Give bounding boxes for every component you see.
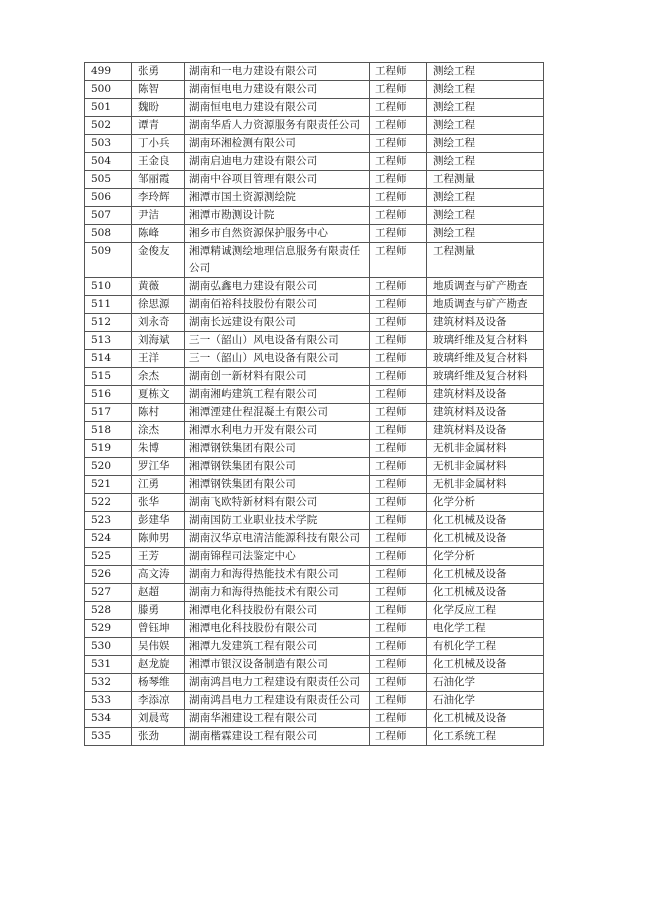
- professional-title: 工程师: [370, 512, 427, 530]
- specialty-major: 化学反应工程: [427, 602, 544, 620]
- employer-unit: 三一（韶山）风电设备有限公司: [185, 332, 370, 350]
- row-number: 525: [85, 548, 132, 566]
- professional-title: 工程师: [370, 207, 427, 225]
- table-row: [85, 243, 544, 278]
- row-number: 503: [85, 135, 132, 153]
- employer-unit: 湖南力和海得热能技术有限公司: [185, 566, 370, 584]
- row-number: 507: [85, 207, 132, 225]
- person-name: 陈智: [132, 81, 185, 99]
- specialty-major: 建筑材料及设备: [427, 422, 544, 440]
- table-row: [85, 728, 544, 746]
- specialty-major: 建筑材料及设备: [427, 404, 544, 422]
- table-row: [85, 620, 544, 638]
- professional-title: 工程师: [370, 278, 427, 296]
- specialty-major: 玻璃纤维及复合材料: [427, 368, 544, 386]
- row-number: 501: [85, 99, 132, 117]
- row-number: 530: [85, 638, 132, 656]
- row-number: 514: [85, 350, 132, 368]
- table-row: [85, 512, 544, 530]
- employer-unit: 湖南鸿昌电力工程建设有限责任公司: [185, 692, 370, 710]
- person-name: 张华: [132, 494, 185, 512]
- professional-title: 工程师: [370, 548, 427, 566]
- specialty-major: 化工机械及设备: [427, 584, 544, 602]
- person-name: 江勇: [132, 476, 185, 494]
- person-name: 李玲辉: [132, 189, 185, 207]
- person-name: 朱博: [132, 440, 185, 458]
- employer-unit: 湖南恒电电力建设有限公司: [185, 81, 370, 99]
- professional-title: 工程师: [370, 476, 427, 494]
- row-number: 524: [85, 530, 132, 548]
- professional-title: 工程师: [370, 153, 427, 171]
- employer-unit: 湘潭钢铁集团有限公司: [185, 458, 370, 476]
- row-number: 502: [85, 117, 132, 135]
- employer-unit: 湖南锦程司法鉴定中心: [185, 548, 370, 566]
- table-row: [85, 135, 544, 153]
- person-name: 丁小兵: [132, 135, 185, 153]
- person-name: 刘永奇: [132, 314, 185, 332]
- specialty-major: 测绘工程: [427, 135, 544, 153]
- person-name: 谭青: [132, 117, 185, 135]
- professional-title: 工程师: [370, 296, 427, 314]
- specialty-major: 玻璃纤维及复合材料: [427, 350, 544, 368]
- person-name: 刘晨莺: [132, 710, 185, 728]
- table-row: [85, 368, 544, 386]
- specialty-major: 工程测量: [427, 243, 544, 278]
- person-name: 彭建华: [132, 512, 185, 530]
- employer-unit: 湘潭钢铁集团有限公司: [185, 476, 370, 494]
- person-name: 滕勇: [132, 602, 185, 620]
- professional-title: 工程师: [370, 314, 427, 332]
- table-row: [85, 494, 544, 512]
- specialty-major: 石油化学: [427, 674, 544, 692]
- employer-unit: 三一（韶山）风电设备有限公司: [185, 350, 370, 368]
- employer-unit: 湖南创一新材料有限公司: [185, 368, 370, 386]
- row-number: 500: [85, 81, 132, 99]
- row-number: 535: [85, 728, 132, 746]
- employer-unit: 湘潭市银汉设备制造有限公司: [185, 656, 370, 674]
- professional-title: 工程师: [370, 332, 427, 350]
- person-name: 吴伟娱: [132, 638, 185, 656]
- specialty-major: 测绘工程: [427, 99, 544, 117]
- row-number: 510: [85, 278, 132, 296]
- person-name: 徐思源: [132, 296, 185, 314]
- professional-title: 工程师: [370, 243, 427, 278]
- professional-title: 工程师: [370, 225, 427, 243]
- employer-unit: 湘潭九发建筑工程有限公司: [185, 638, 370, 656]
- row-number: 504: [85, 153, 132, 171]
- professional-title: 工程师: [370, 728, 427, 746]
- employer-unit: 湘潭湮建仕程混凝土有限公司: [185, 404, 370, 422]
- row-number: 528: [85, 602, 132, 620]
- professional-title: 工程师: [370, 710, 427, 728]
- employer-unit: 湘潭水利电力开发有限公司: [185, 422, 370, 440]
- person-name: 李添凉: [132, 692, 185, 710]
- professional-title: 工程师: [370, 674, 427, 692]
- employer-unit: 湖南楷霖建设工程有限公司: [185, 728, 370, 746]
- employer-unit: 湖南长远建设有限公司: [185, 314, 370, 332]
- person-name: 刘海斌: [132, 332, 185, 350]
- table-row: [85, 404, 544, 422]
- table-row: [85, 674, 544, 692]
- specialty-major: 测绘工程: [427, 207, 544, 225]
- person-name: 黄薇: [132, 278, 185, 296]
- row-number: 499: [85, 63, 132, 81]
- row-number: 508: [85, 225, 132, 243]
- table-row: [85, 386, 544, 404]
- specialty-major: 测绘工程: [427, 153, 544, 171]
- table-row: [85, 458, 544, 476]
- person-name: 陈帅男: [132, 530, 185, 548]
- specialty-major: 化工机械及设备: [427, 512, 544, 530]
- professional-title: 工程师: [370, 368, 427, 386]
- person-name: 高文涛: [132, 566, 185, 584]
- specialty-major: 地质调查与矿产勘查: [427, 296, 544, 314]
- professional-title: 工程师: [370, 99, 427, 117]
- employer-unit: 湖南国防工业职业技术学院: [185, 512, 370, 530]
- row-number: 531: [85, 656, 132, 674]
- specialty-major: 测绘工程: [427, 117, 544, 135]
- row-number: 509: [85, 243, 132, 278]
- table-row: [85, 530, 544, 548]
- specialty-major: 测绘工程: [427, 225, 544, 243]
- row-number: 506: [85, 189, 132, 207]
- professional-title: 工程师: [370, 81, 427, 99]
- person-name: 邹丽霞: [132, 171, 185, 189]
- row-number: 512: [85, 314, 132, 332]
- employer-unit: 湘潭精诚测绘地理信息服务有限责任公司: [185, 243, 370, 278]
- employer-unit: 湖南恒电电力建设有限公司: [185, 99, 370, 117]
- specialty-major: 石油化学: [427, 692, 544, 710]
- person-name: 陈村: [132, 404, 185, 422]
- row-number: 511: [85, 296, 132, 314]
- specialty-major: 测绘工程: [427, 189, 544, 207]
- professional-title: 工程师: [370, 386, 427, 404]
- row-number: 518: [85, 422, 132, 440]
- person-name: 王金良: [132, 153, 185, 171]
- specialty-major: 电化学工程: [427, 620, 544, 638]
- person-name: 王芳: [132, 548, 185, 566]
- employer-unit: 湖南湘屿建筑工程有限公司: [185, 386, 370, 404]
- professional-title: 工程师: [370, 530, 427, 548]
- specialty-major: 建筑材料及设备: [427, 386, 544, 404]
- employer-unit: 湖南环湘检测有限公司: [185, 135, 370, 153]
- professional-title: 工程师: [370, 135, 427, 153]
- specialty-major: 工程测量: [427, 171, 544, 189]
- employer-unit: 湘乡市自然资源保护服务中心: [185, 225, 370, 243]
- table-row: [85, 296, 544, 314]
- specialty-major: 化工系统工程: [427, 728, 544, 746]
- specialty-major: 化学分析: [427, 494, 544, 512]
- row-number: 517: [85, 404, 132, 422]
- table-row: [85, 189, 544, 207]
- row-number: 526: [85, 566, 132, 584]
- table-row: [85, 476, 544, 494]
- professional-title: 工程师: [370, 602, 427, 620]
- row-number: 519: [85, 440, 132, 458]
- specialty-major: 玻璃纤维及复合材料: [427, 332, 544, 350]
- table-row: [85, 584, 544, 602]
- employer-unit: 湘潭市勘测设计院: [185, 207, 370, 225]
- person-name: 陈峰: [132, 225, 185, 243]
- table-row: [85, 422, 544, 440]
- table-row: [85, 602, 544, 620]
- employer-unit: 湖南华湘建设工程有限公司: [185, 710, 370, 728]
- professional-title: 工程师: [370, 189, 427, 207]
- employer-unit: 湖南启迪电力建设有限公司: [185, 153, 370, 171]
- professional-title: 工程师: [370, 692, 427, 710]
- table-row: [85, 278, 544, 296]
- specialty-major: 无机非金属材料: [427, 440, 544, 458]
- specialty-major: 化工机械及设备: [427, 710, 544, 728]
- specialty-major: 测绘工程: [427, 81, 544, 99]
- table-row: [85, 225, 544, 243]
- specialty-major: 建筑材料及设备: [427, 314, 544, 332]
- table-row: [85, 692, 544, 710]
- person-name: 魏盼: [132, 99, 185, 117]
- employer-unit: 湖南和一电力建设有限公司: [185, 63, 370, 81]
- employer-unit: 湖南鸿昌电力工程建设有限责任公司: [185, 674, 370, 692]
- person-name: 王洋: [132, 350, 185, 368]
- specialty-major: 无机非金属材料: [427, 458, 544, 476]
- professional-title: 工程师: [370, 566, 427, 584]
- table-row: [85, 153, 544, 171]
- employer-unit: 湘潭钢铁集团有限公司: [185, 440, 370, 458]
- specialty-major: 有机化学工程: [427, 638, 544, 656]
- professional-title: 工程师: [370, 350, 427, 368]
- table-row: [85, 548, 544, 566]
- table-row: [85, 710, 544, 728]
- professional-title: 工程师: [370, 656, 427, 674]
- row-number: 520: [85, 458, 132, 476]
- row-number: 533: [85, 692, 132, 710]
- table-row: [85, 207, 544, 225]
- employer-unit: 湖南汉华京电清洁能源科技有限公司: [185, 530, 370, 548]
- person-name: 张劲: [132, 728, 185, 746]
- employer-unit: 湘潭市国土资源测绘院: [185, 189, 370, 207]
- employer-unit: 湖南中谷项目管理有限公司: [185, 171, 370, 189]
- employer-unit: 湖南弘鑫电力建设有限公司: [185, 278, 370, 296]
- person-name: 曾钰坤: [132, 620, 185, 638]
- table-row: [85, 638, 544, 656]
- specialty-major: 化工机械及设备: [427, 656, 544, 674]
- row-number: 534: [85, 710, 132, 728]
- table-row: [85, 656, 544, 674]
- table-row: [85, 314, 544, 332]
- employer-unit: 湘潭电化科技股份有限公司: [185, 620, 370, 638]
- professional-title: 工程师: [370, 63, 427, 81]
- row-number: 515: [85, 368, 132, 386]
- table-row: [85, 332, 544, 350]
- professional-title: 工程师: [370, 458, 427, 476]
- professional-title: 工程师: [370, 117, 427, 135]
- professional-title: 工程师: [370, 171, 427, 189]
- specialty-major: 无机非金属材料: [427, 476, 544, 494]
- row-number: 516: [85, 386, 132, 404]
- table-body: [85, 63, 544, 746]
- table-row: [85, 566, 544, 584]
- person-name: 罗江华: [132, 458, 185, 476]
- row-number: 527: [85, 584, 132, 602]
- table-row: [85, 117, 544, 135]
- person-name: 杨琴维: [132, 674, 185, 692]
- employer-unit: 湖南华盾人力资源服务有限责任公司: [185, 117, 370, 135]
- table-row: [85, 99, 544, 117]
- row-number: 529: [85, 620, 132, 638]
- professional-title: 工程师: [370, 620, 427, 638]
- employer-unit: 湖南飞欧特新材料有限公司: [185, 494, 370, 512]
- person-name: 涂杰: [132, 422, 185, 440]
- person-name: 赵超: [132, 584, 185, 602]
- specialty-major: 化工机械及设备: [427, 530, 544, 548]
- table-row: [85, 171, 544, 189]
- employer-unit: 湖南佰裕科技股份有限公司: [185, 296, 370, 314]
- personnel-list-table: [84, 62, 544, 746]
- specialty-major: 测绘工程: [427, 63, 544, 81]
- row-number: 523: [85, 512, 132, 530]
- employer-unit: 湘潭电化科技股份有限公司: [185, 602, 370, 620]
- row-number: 505: [85, 171, 132, 189]
- professional-title: 工程师: [370, 638, 427, 656]
- table-row: [85, 350, 544, 368]
- row-number: 513: [85, 332, 132, 350]
- table-row: [85, 63, 544, 81]
- person-name: 尹洁: [132, 207, 185, 225]
- professional-title: 工程师: [370, 404, 427, 422]
- row-number: 522: [85, 494, 132, 512]
- employer-unit: 湖南力和海得热能技术有限公司: [185, 584, 370, 602]
- row-number: 521: [85, 476, 132, 494]
- row-number: 532: [85, 674, 132, 692]
- person-name: 赵龙旋: [132, 656, 185, 674]
- professional-title: 工程师: [370, 584, 427, 602]
- table-row: [85, 440, 544, 458]
- person-name: 金俊友: [132, 243, 185, 278]
- professional-title: 工程师: [370, 440, 427, 458]
- specialty-major: 化学分析: [427, 548, 544, 566]
- person-name: 余杰: [132, 368, 185, 386]
- person-name: 张勇: [132, 63, 185, 81]
- person-name: 夏栋文: [132, 386, 185, 404]
- professional-title: 工程师: [370, 494, 427, 512]
- professional-title: 工程师: [370, 422, 427, 440]
- specialty-major: 地质调查与矿产勘查: [427, 278, 544, 296]
- specialty-major: 化工机械及设备: [427, 566, 544, 584]
- table-row: [85, 81, 544, 99]
